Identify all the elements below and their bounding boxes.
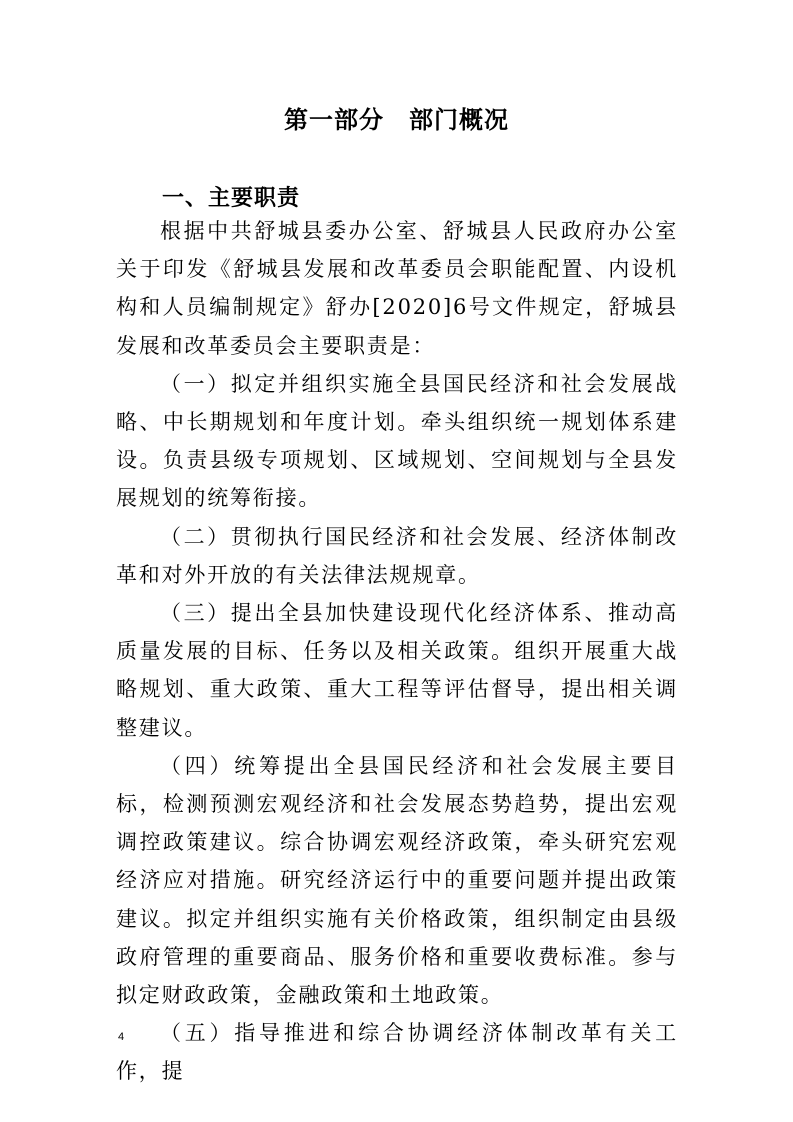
page-title: 第一部分 部门概况: [284, 106, 509, 134]
page-number: 4: [118, 1031, 125, 1043]
paragraph-item-2: （二）贯彻执行国民经济和社会发展、经济体制改革和对外开放的有关法律法规规章。: [116, 524, 678, 587]
paragraph-item-5: （五）指导推进和综合协调经济体制改革有关工作，提: [116, 1021, 678, 1084]
paragraph-item-3: （三）提出全县加快建设现代化经济体系、推动高质量发展的目标、任务以及相关政策。组织开展重大战略规划、重大政策、重大工程等评估督导，提出相关调整建议。: [116, 601, 678, 740]
paragraph-intro: 根据中共舒城县委办公室、舒城县人民政府办公室关于印发《舒城县发展和改革委员会职能配置、内设机构和人员编制规定》舒办[2020]6号文件规定，舒城县发展和改革委员会主要职责是：: [116, 219, 678, 358]
body-text: [116, 212, 678, 1091]
paragraph-item-1: （一）拟定并组织实施全县国民经济和社会发展战略、中长期规划和年度计划。牵头组织统一规划体系建设。负责县级专项规划、区域规划、空间规划与全县发展规划的统筹衔接。: [116, 371, 678, 511]
section-heading: 一、主要职责: [162, 186, 301, 211]
paragraph-item-4: （四）统筹提出全县国民经济和社会发展主要目标，检测预测宏观经济和社会发展态势趋势，提出宏观调控政策建议。综合协调宏观经济政策，牵头研究宏观经济应对措施。研究经济运行中的重要问题并提出政策建议。拟定并组织实施有关价格政策，组织制定由县级政府管理的重要商品、服务价格和重要收费标准。参与拟定财政政策，金融政策和土地政策。: [116, 753, 678, 1008]
